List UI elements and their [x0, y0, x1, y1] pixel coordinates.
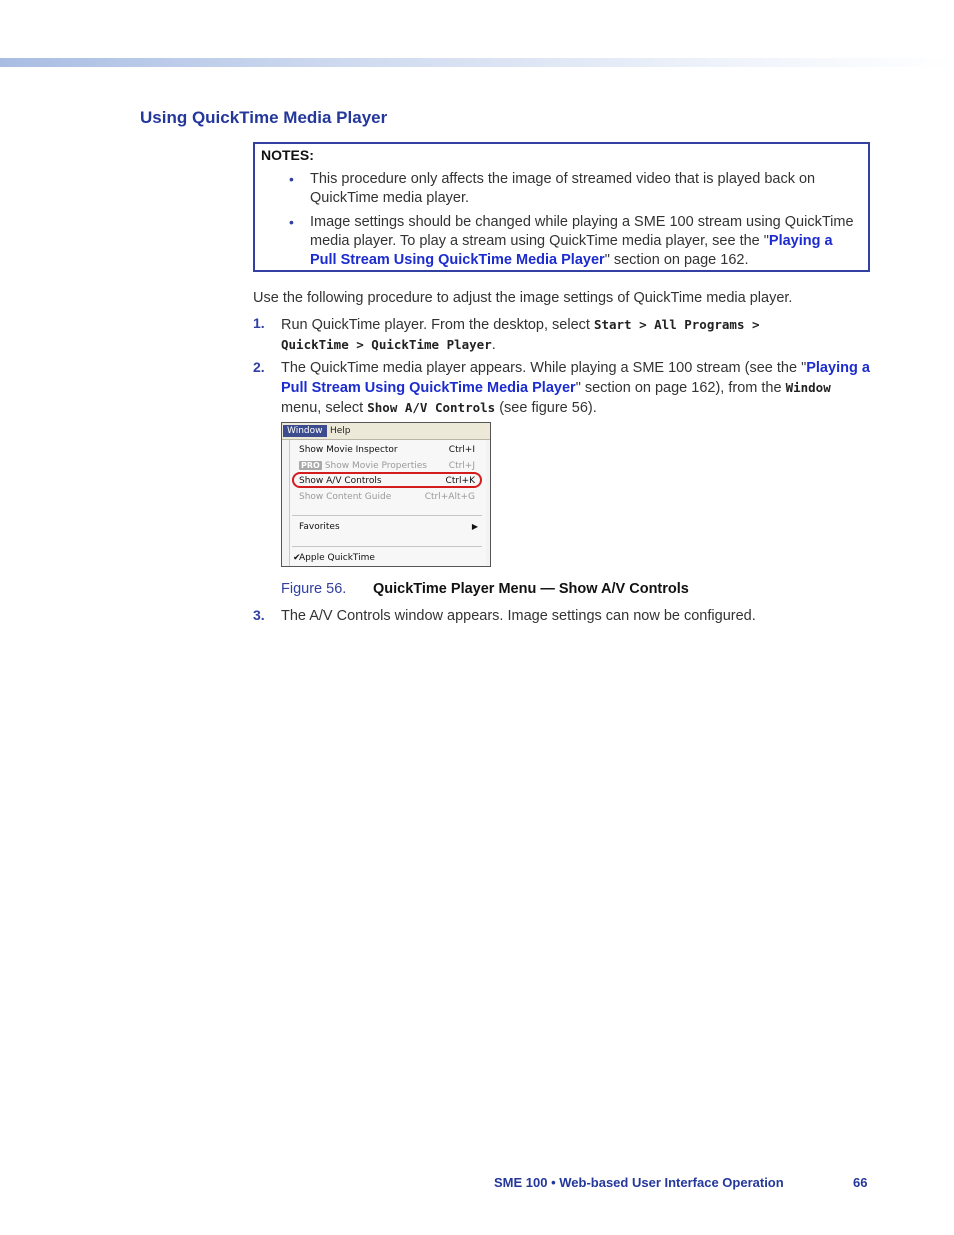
- step-3-text: The A/V Controls window appears. Image settings can now be configured.: [281, 608, 756, 624]
- footer-title: SME 100 • Web-based User Interface Operation: [494, 1175, 784, 1190]
- note-link-pull-stream[interactable]: Playing a Pull Stream Using QuickTime Media Player: [310, 233, 833, 268]
- notes-box: [253, 142, 870, 272]
- menubar: [282, 423, 490, 440]
- step-link-pull-stream[interactable]: Playing a Pull Stream Using QuickTime Media Player: [281, 360, 870, 396]
- step-number: 3.: [253, 607, 265, 623]
- menu-item-show-content-guide[interactable]: Show Content Guide Ctrl+Alt+G: [299, 492, 475, 502]
- menubar-window[interactable]: Window: [283, 425, 327, 437]
- figure-title: QuickTime Player Menu — Show A/V Controls: [373, 581, 689, 597]
- step-number: 2.: [253, 359, 265, 375]
- page-number: 66: [853, 1175, 868, 1190]
- figure-caption: [281, 581, 689, 597]
- note-text: This procedure only affects the image of streamed video that is played back on QuickTime media player.: [310, 171, 816, 206]
- menu-path: Start > All Programs > QuickTime > QuickTime Player: [281, 317, 760, 352]
- step-2-text: The QuickTime media player appears. While playing a SME 100 stream (see the "Playing a Pull Stream Using QuickTime Media Player" section on page 162), from the Window menu, select Show A/V Controls (see figure 56).: [281, 360, 870, 416]
- pro-badge: PRO: [301, 461, 320, 470]
- notes-title: NOTES:: [261, 147, 314, 163]
- menu-item-show-av-controls[interactable]: Show A/V Controls Ctrl+K: [299, 476, 475, 486]
- header-band: [0, 58, 954, 67]
- window-menu-dropdown: [289, 440, 486, 566]
- window-menu-name: Window: [785, 380, 831, 395]
- menu-item-show-movie-properties[interactable]: PRO Show Movie Properties Ctrl+J: [301, 461, 475, 471]
- bullet-icon: •: [289, 171, 294, 187]
- menu-item-apple-quicktime[interactable]: ✔ Apple QuickTime: [293, 553, 375, 563]
- quicktime-menu-screenshot: [281, 422, 491, 567]
- figure-number: Figure 56.: [281, 581, 347, 597]
- highlight-ring: [292, 472, 482, 488]
- note-text-end: " section on page 162.: [604, 252, 749, 268]
- menu-item-favorites[interactable]: Favorites ▶: [299, 522, 478, 532]
- show-av-controls-name: Show A/V Controls: [367, 400, 496, 415]
- note-text: Image settings should be changed while playing a SME 100 stream using QuickTime media player. To play a stream using QuickTime media player, see the ": [310, 214, 854, 249]
- section-title: Using QuickTime Media Player: [140, 108, 388, 127]
- menubar-help[interactable]: Help: [330, 426, 351, 436]
- checkmark-icon: ✔: [293, 553, 301, 563]
- note-item: [289, 170, 860, 208]
- submenu-arrow-icon: ▶: [471, 522, 478, 531]
- step-1-text: Run QuickTime player. From the desktop, select Start > All Programs > QuickTime > QuickTime Player.: [281, 317, 760, 353]
- menu-separator: [292, 515, 482, 516]
- bullet-icon: •: [289, 214, 294, 230]
- intro-text: Use the following procedure to adjust the image settings of QuickTime media player.: [253, 290, 793, 306]
- step-number: 1.: [253, 315, 265, 331]
- menu-item-show-movie-inspector[interactable]: Show Movie Inspector Ctrl+I: [299, 445, 475, 455]
- menu-separator: [292, 546, 482, 547]
- note-item: [289, 213, 860, 270]
